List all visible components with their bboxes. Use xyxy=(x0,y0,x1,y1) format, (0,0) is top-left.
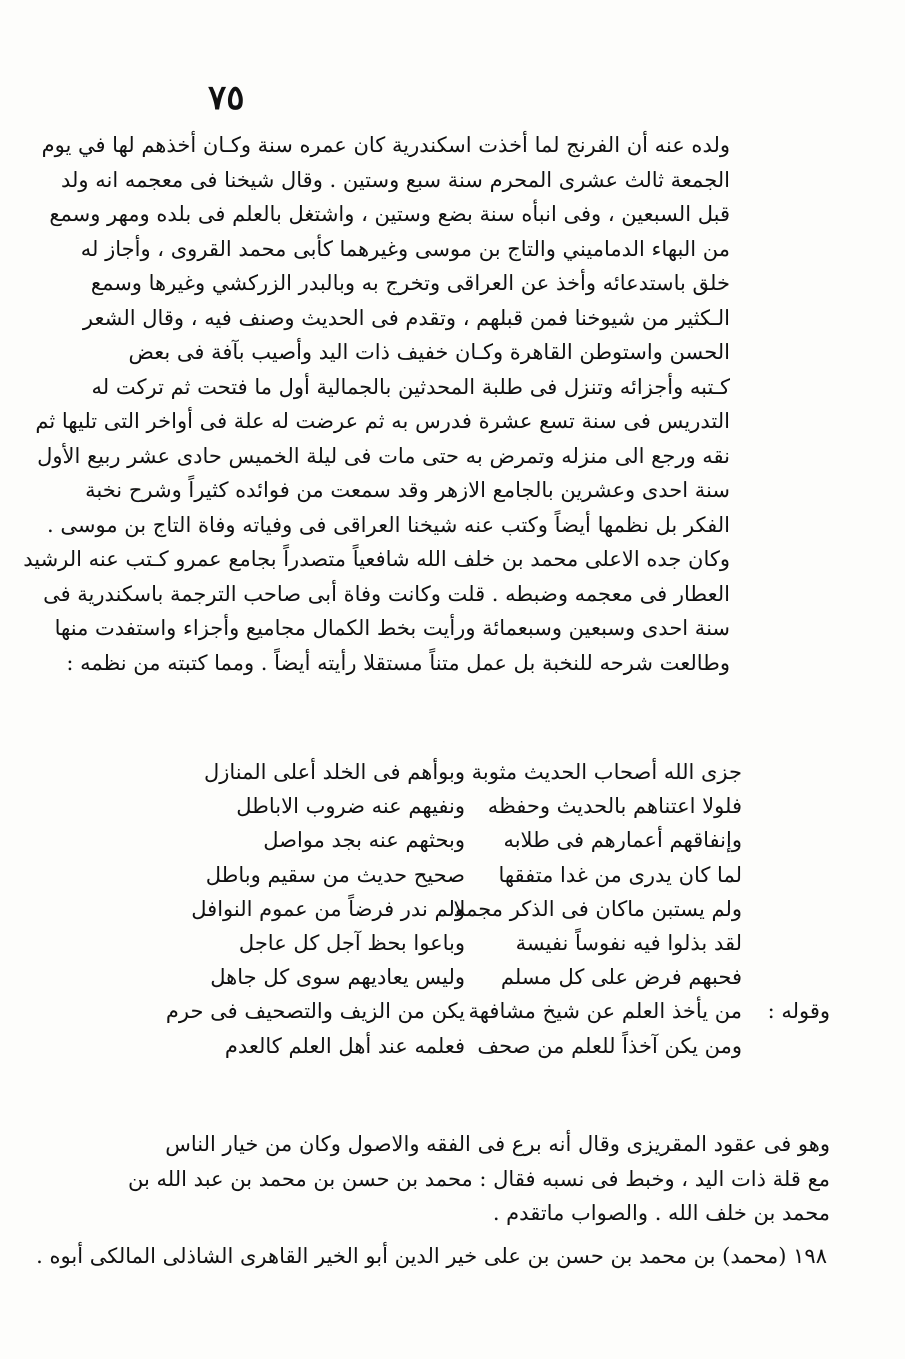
poem-verse xyxy=(165,999,830,1033)
biography-paragraph xyxy=(23,128,730,680)
verse-second-hemistich: وبحثهم عنه بجد مواصل xyxy=(263,828,465,853)
text-line: ولده عنه أن الفرنج لما أخذت اسكندرية كان عمره سنة وكـان أخذهم لها في يوم xyxy=(41,133,730,157)
poem-verse xyxy=(190,863,830,897)
verse-first-hemistich: جزى الله أصحاب الحديث مثوبة xyxy=(471,760,742,784)
text-line: سنة احدى وسبعين وسبعمائة ورأيت بخط الكمال مجاميع وأجزاء واستفدت منها xyxy=(54,616,730,640)
verse-second-hemistich: فعلمه عند أهل العلم كالعدم xyxy=(224,1033,465,1058)
text-line: وكان جده الاعلى محمد بن خلف الله شافعياً متصدراً بجامع عمرو كـتب عنه الرشيد xyxy=(23,547,730,571)
verse-first-hemistich: لما كان يدرى من غدا متفقها xyxy=(498,862,742,887)
poem-verse xyxy=(190,965,830,999)
text-line: وطالعت شرحه للنخبة بل عمل متناً مستقلا رأيته أيضاً . ومما كتبته من نظمه : xyxy=(66,650,730,675)
poem-verse xyxy=(190,828,830,862)
verse-first-hemistich: ولم يستبن ماكان فى الذكر مجملا xyxy=(453,896,742,921)
verse-second-hemistich: وباعوا بحظ آجل كل عاجل xyxy=(238,930,465,955)
verse-second-hemistich: ونفيهم عنه ضروب الاباطل xyxy=(236,794,465,819)
poem-verse xyxy=(190,897,830,931)
page-number: ٧٥ xyxy=(208,78,245,118)
text-line: الحسن واستوطن القاهرة وكـان خفيف ذات اليد وأصيب بآفة فى بعض xyxy=(128,340,730,364)
verse-second-hemistich: وليس يعاديهم سوى كل جاهل xyxy=(210,965,465,990)
text-line: قبل السبعين ، وفى انبأه سنة بضع وستين ، واشتغل بالعلم فى بلده ومهر وسمع xyxy=(49,202,730,226)
verse-second-hemistich: ولم ندر فرضاً من عموم النوافل xyxy=(191,896,465,921)
poem-verse xyxy=(190,794,830,828)
poem xyxy=(165,760,830,1068)
text-line: محمد بن خلف الله . والصواب ماتقدم . xyxy=(492,1201,830,1225)
poem-verse xyxy=(190,931,830,965)
text-line: الـكثير من شيوخنا فمن قبلهم ، وتقدم فى الحديث وصنف فيه ، وقال الشعر xyxy=(82,305,730,330)
verse-second-hemistich: صحيح حديث من سقيم وباطل xyxy=(205,862,465,887)
text-line: خلق باستدعائه وأخذ عن العراقى وتخرج به وبالبدر الزركشي وغيرها وسمع xyxy=(90,271,730,295)
verse-first-hemistich: فلولا اعتناهم بالحديث وحفظه xyxy=(487,794,742,819)
verse-second-hemistich: يكن من الزيف والتصحيف فى حرم xyxy=(165,999,465,1024)
text-line: مع قلة ذات اليد ، وخبط فى نسبه فقال : محمد بن حسن بن محمد بن عبد الله بن xyxy=(128,1166,830,1191)
text-line: الفكر بل نظمها أيضاً وكتب عنه شيخنا العراقى فى وفياته وفاة التاج بن موسى . xyxy=(47,512,730,537)
text-line: الجمعة ثالث عشرى المحرم سنة سبع وستين . وقال شيخنا فى معجمه انه ولد xyxy=(61,167,730,192)
closing-paragraph xyxy=(128,1127,830,1231)
text-line: سنة احدى وعشرين بالجامع الازهر وقد سمعت من فوائده كثيراً وشرح نخبة xyxy=(85,478,730,502)
biography-entry-heading: ١٩٨ (محمد) بن محمد بن حسن بن على خير الدين أبو الخير القاهرى الشاذلى المالكى أبوه . xyxy=(36,1244,827,1268)
poem-verse xyxy=(190,760,830,794)
poem-verse xyxy=(190,1034,830,1068)
text-line: وهو فى عقود المقريزى وقال أنه برع فى الفقه والاصول وكان من خيار الناس xyxy=(165,1132,830,1156)
verse-first-hemistich: ومن يكن آخذاً للعلم من صحف xyxy=(477,1033,742,1058)
verse-first-hemistich: لقد بذلوا فيه نفوساً نفيسة xyxy=(515,930,742,955)
verse-first-hemistich: فحبهم فرض على كل مسلم xyxy=(500,965,742,990)
verse-first-hemistich: وإنفاقهم أعمارهم فى طلابه xyxy=(503,828,742,853)
verse-first-hemistich: من يأخذ العلم عن شيخ مشافهة xyxy=(468,999,742,1024)
text-line: التدريس فى سنة تسع عشرة فدرس به ثم عرضت له علة فى أواخر التى تليها ثم xyxy=(35,409,730,433)
text-line: كـتبه وأجزائه وتنزل فى طلبة المحدثين بالجمالية أول ما فتحت ثم تركت له xyxy=(91,374,730,399)
text-line: نقه ورجع الى منزله وتمرض به حتى مات فى ليلة الخميس حادى عشر ربيع الأول xyxy=(37,443,730,468)
verse-lead-text: وقوله : xyxy=(767,999,830,1024)
text-line: من البهاء الدماميني والتاج بن موسى وغيرهما كأبى محمد القروى ، وأجاز له xyxy=(80,236,730,261)
verse-second-hemistich: وبوأهم فى الخلد أعلى المنازل xyxy=(203,760,465,784)
text-line: العطار فى معجمه وضبطه . قلت وكانت وفاة أبى صاحب الترجمة باسكندرية فى xyxy=(43,581,730,606)
